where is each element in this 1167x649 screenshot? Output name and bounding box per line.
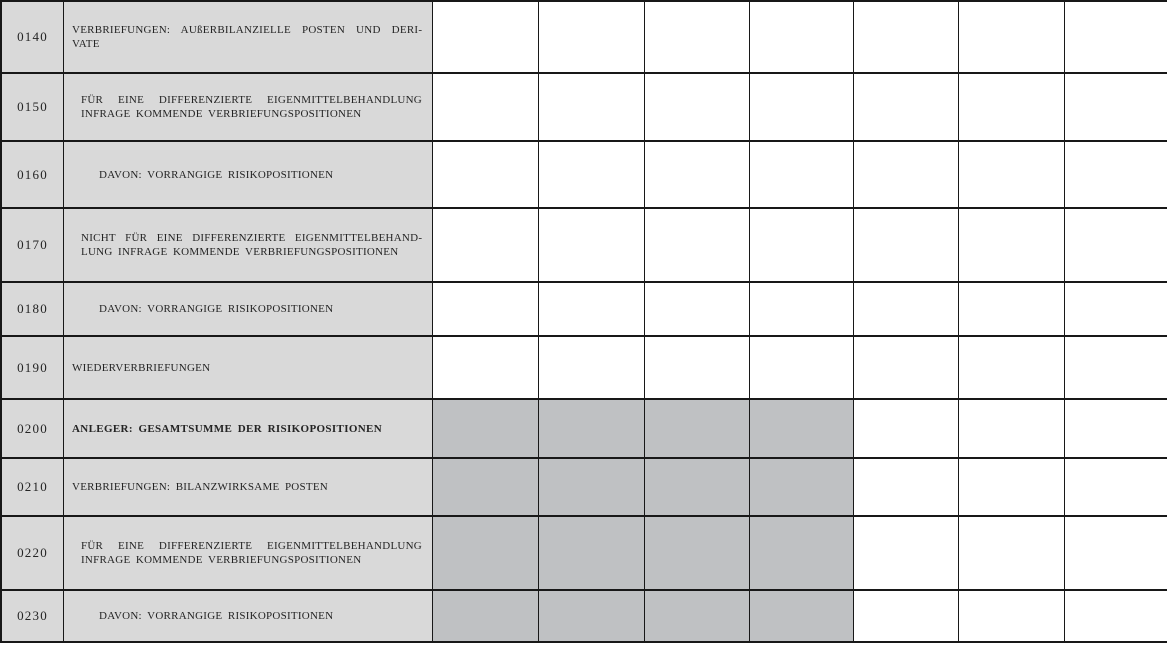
data-cell bbox=[1065, 2, 1167, 72]
data-cell bbox=[750, 337, 853, 398]
table-row bbox=[2, 400, 1167, 457]
table-row bbox=[2, 591, 1167, 641]
row-label-text: FÜR EINE DIFFERENZIERTE EIGENMITTELBEHANDLUNG INFRAGE KOMMENDE VERBRIEFUNGSPOSITIONEN bbox=[81, 94, 422, 120]
data-cell bbox=[1065, 142, 1167, 207]
data-cell bbox=[433, 74, 538, 140]
data-cell bbox=[539, 209, 644, 281]
data-cell bbox=[645, 2, 749, 72]
data-cell bbox=[854, 142, 958, 207]
row-label-text: VERBRIEFUNGEN: BILANZWIRKSAME POSTEN bbox=[72, 481, 328, 493]
row-label-text: NICHT FÜR EINE DIFFERENZIERTE EIGENMITTELBEHANDLUNG INFRAGE KOMMENDE VERBRIEFUNGSPOSITIONEN bbox=[81, 232, 422, 258]
data-cell bbox=[854, 209, 958, 281]
data-cell bbox=[959, 74, 1064, 140]
row-code: 0140 bbox=[2, 2, 63, 72]
row-code: 0210 bbox=[2, 459, 63, 515]
data-cell bbox=[1065, 74, 1167, 140]
data-cell bbox=[1065, 400, 1167, 457]
row-code: 0200 bbox=[2, 400, 63, 457]
data-cell bbox=[645, 337, 749, 398]
data-cell bbox=[645, 283, 749, 335]
row-label-text: WIEDERVERBRIEFUNGEN bbox=[72, 361, 211, 374]
data-cell bbox=[539, 2, 644, 72]
row-code: 0180 bbox=[2, 283, 63, 335]
data-cell bbox=[854, 517, 958, 589]
data-cell bbox=[645, 142, 749, 207]
data-cell bbox=[1065, 283, 1167, 335]
data-cell bbox=[1065, 209, 1167, 281]
data-cell bbox=[433, 517, 538, 589]
row-label bbox=[64, 283, 432, 335]
row-label bbox=[64, 591, 432, 641]
data-cell bbox=[854, 591, 958, 641]
table-row bbox=[2, 337, 1167, 398]
data-cell bbox=[854, 2, 958, 72]
row-code: 0170 bbox=[2, 209, 63, 281]
data-cell bbox=[959, 283, 1064, 335]
row-code: 0150 bbox=[2, 74, 63, 140]
table-row bbox=[2, 209, 1167, 281]
data-cell bbox=[645, 209, 749, 281]
data-cell bbox=[854, 283, 958, 335]
data-cell bbox=[959, 142, 1064, 207]
data-cell bbox=[433, 2, 538, 72]
data-cell bbox=[433, 591, 538, 641]
table-row bbox=[2, 459, 1167, 515]
data-cell bbox=[959, 591, 1064, 641]
data-cell bbox=[750, 74, 853, 140]
data-cell bbox=[539, 459, 644, 515]
row-label-text: FÜR EINE DIFFERENZIERTE EIGENMITTELBEHANDLUNG INFRAGE KOMMENDE VERBRIEFUNGSPOSITIONEN bbox=[81, 540, 422, 566]
row-label-text: ANLEGER: GESAMTSUMME DER RISIKOPOSITIONEN bbox=[72, 422, 383, 435]
row-label-text: DAVON: VORRANGIGE RISIKOPOSITIONEN bbox=[99, 610, 334, 622]
row-label-text: VERBRIEFUNGEN: AUßERBILANZIELLE POSTEN UND DERIVATE bbox=[72, 24, 422, 50]
data-cell bbox=[1065, 459, 1167, 515]
row-label-text: DAVON: VORRANGIGE RISIKOPOSITIONEN bbox=[99, 303, 334, 315]
data-cell bbox=[433, 400, 538, 457]
data-cell bbox=[645, 459, 749, 515]
data-cell bbox=[433, 283, 538, 335]
data-cell bbox=[750, 2, 853, 72]
data-cell bbox=[539, 142, 644, 207]
row-label bbox=[64, 74, 432, 140]
row-label bbox=[64, 400, 432, 457]
data-cell bbox=[854, 459, 958, 515]
row-label bbox=[64, 142, 432, 207]
table-row bbox=[2, 74, 1167, 140]
data-cell bbox=[750, 591, 853, 641]
data-cell bbox=[1065, 591, 1167, 641]
data-cell bbox=[854, 337, 958, 398]
data-cell bbox=[959, 209, 1064, 281]
row-code: 0220 bbox=[2, 517, 63, 589]
data-cell bbox=[539, 74, 644, 140]
data-cell bbox=[645, 591, 749, 641]
data-cell bbox=[539, 337, 644, 398]
data-cell bbox=[433, 459, 538, 515]
data-cell bbox=[1065, 337, 1167, 398]
data-cell bbox=[750, 142, 853, 207]
row-label bbox=[64, 209, 432, 281]
data-cell bbox=[854, 74, 958, 140]
data-cell bbox=[539, 517, 644, 589]
data-cell bbox=[750, 209, 853, 281]
data-cell bbox=[1065, 517, 1167, 589]
data-cell bbox=[433, 142, 538, 207]
data-cell bbox=[959, 337, 1064, 398]
table-row bbox=[2, 142, 1167, 207]
data-cell bbox=[433, 337, 538, 398]
row-label bbox=[64, 459, 432, 515]
data-cell bbox=[959, 459, 1064, 515]
data-cell bbox=[959, 517, 1064, 589]
data-cell bbox=[433, 209, 538, 281]
row-label bbox=[64, 337, 432, 398]
data-cell bbox=[539, 283, 644, 335]
data-cell bbox=[645, 74, 749, 140]
data-cell bbox=[854, 400, 958, 457]
data-cell bbox=[750, 459, 853, 515]
data-cell bbox=[645, 400, 749, 457]
data-cell bbox=[645, 517, 749, 589]
data-cell bbox=[959, 400, 1064, 457]
data-cell bbox=[750, 517, 853, 589]
data-cell bbox=[750, 400, 853, 457]
data-cell bbox=[539, 400, 644, 457]
table-row bbox=[2, 517, 1167, 589]
data-cell bbox=[750, 283, 853, 335]
row-code: 0160 bbox=[2, 142, 63, 207]
table-row bbox=[2, 283, 1167, 335]
row-code: 0190 bbox=[2, 337, 63, 398]
row-code: 0230 bbox=[2, 591, 63, 641]
row-label-text: DAVON: VORRANGIGE RISIKOPOSITIONEN bbox=[99, 168, 334, 181]
data-cell bbox=[959, 2, 1064, 72]
row-label bbox=[64, 2, 432, 72]
data-cell bbox=[539, 591, 644, 641]
table-row bbox=[2, 2, 1167, 72]
row-label bbox=[64, 517, 432, 589]
